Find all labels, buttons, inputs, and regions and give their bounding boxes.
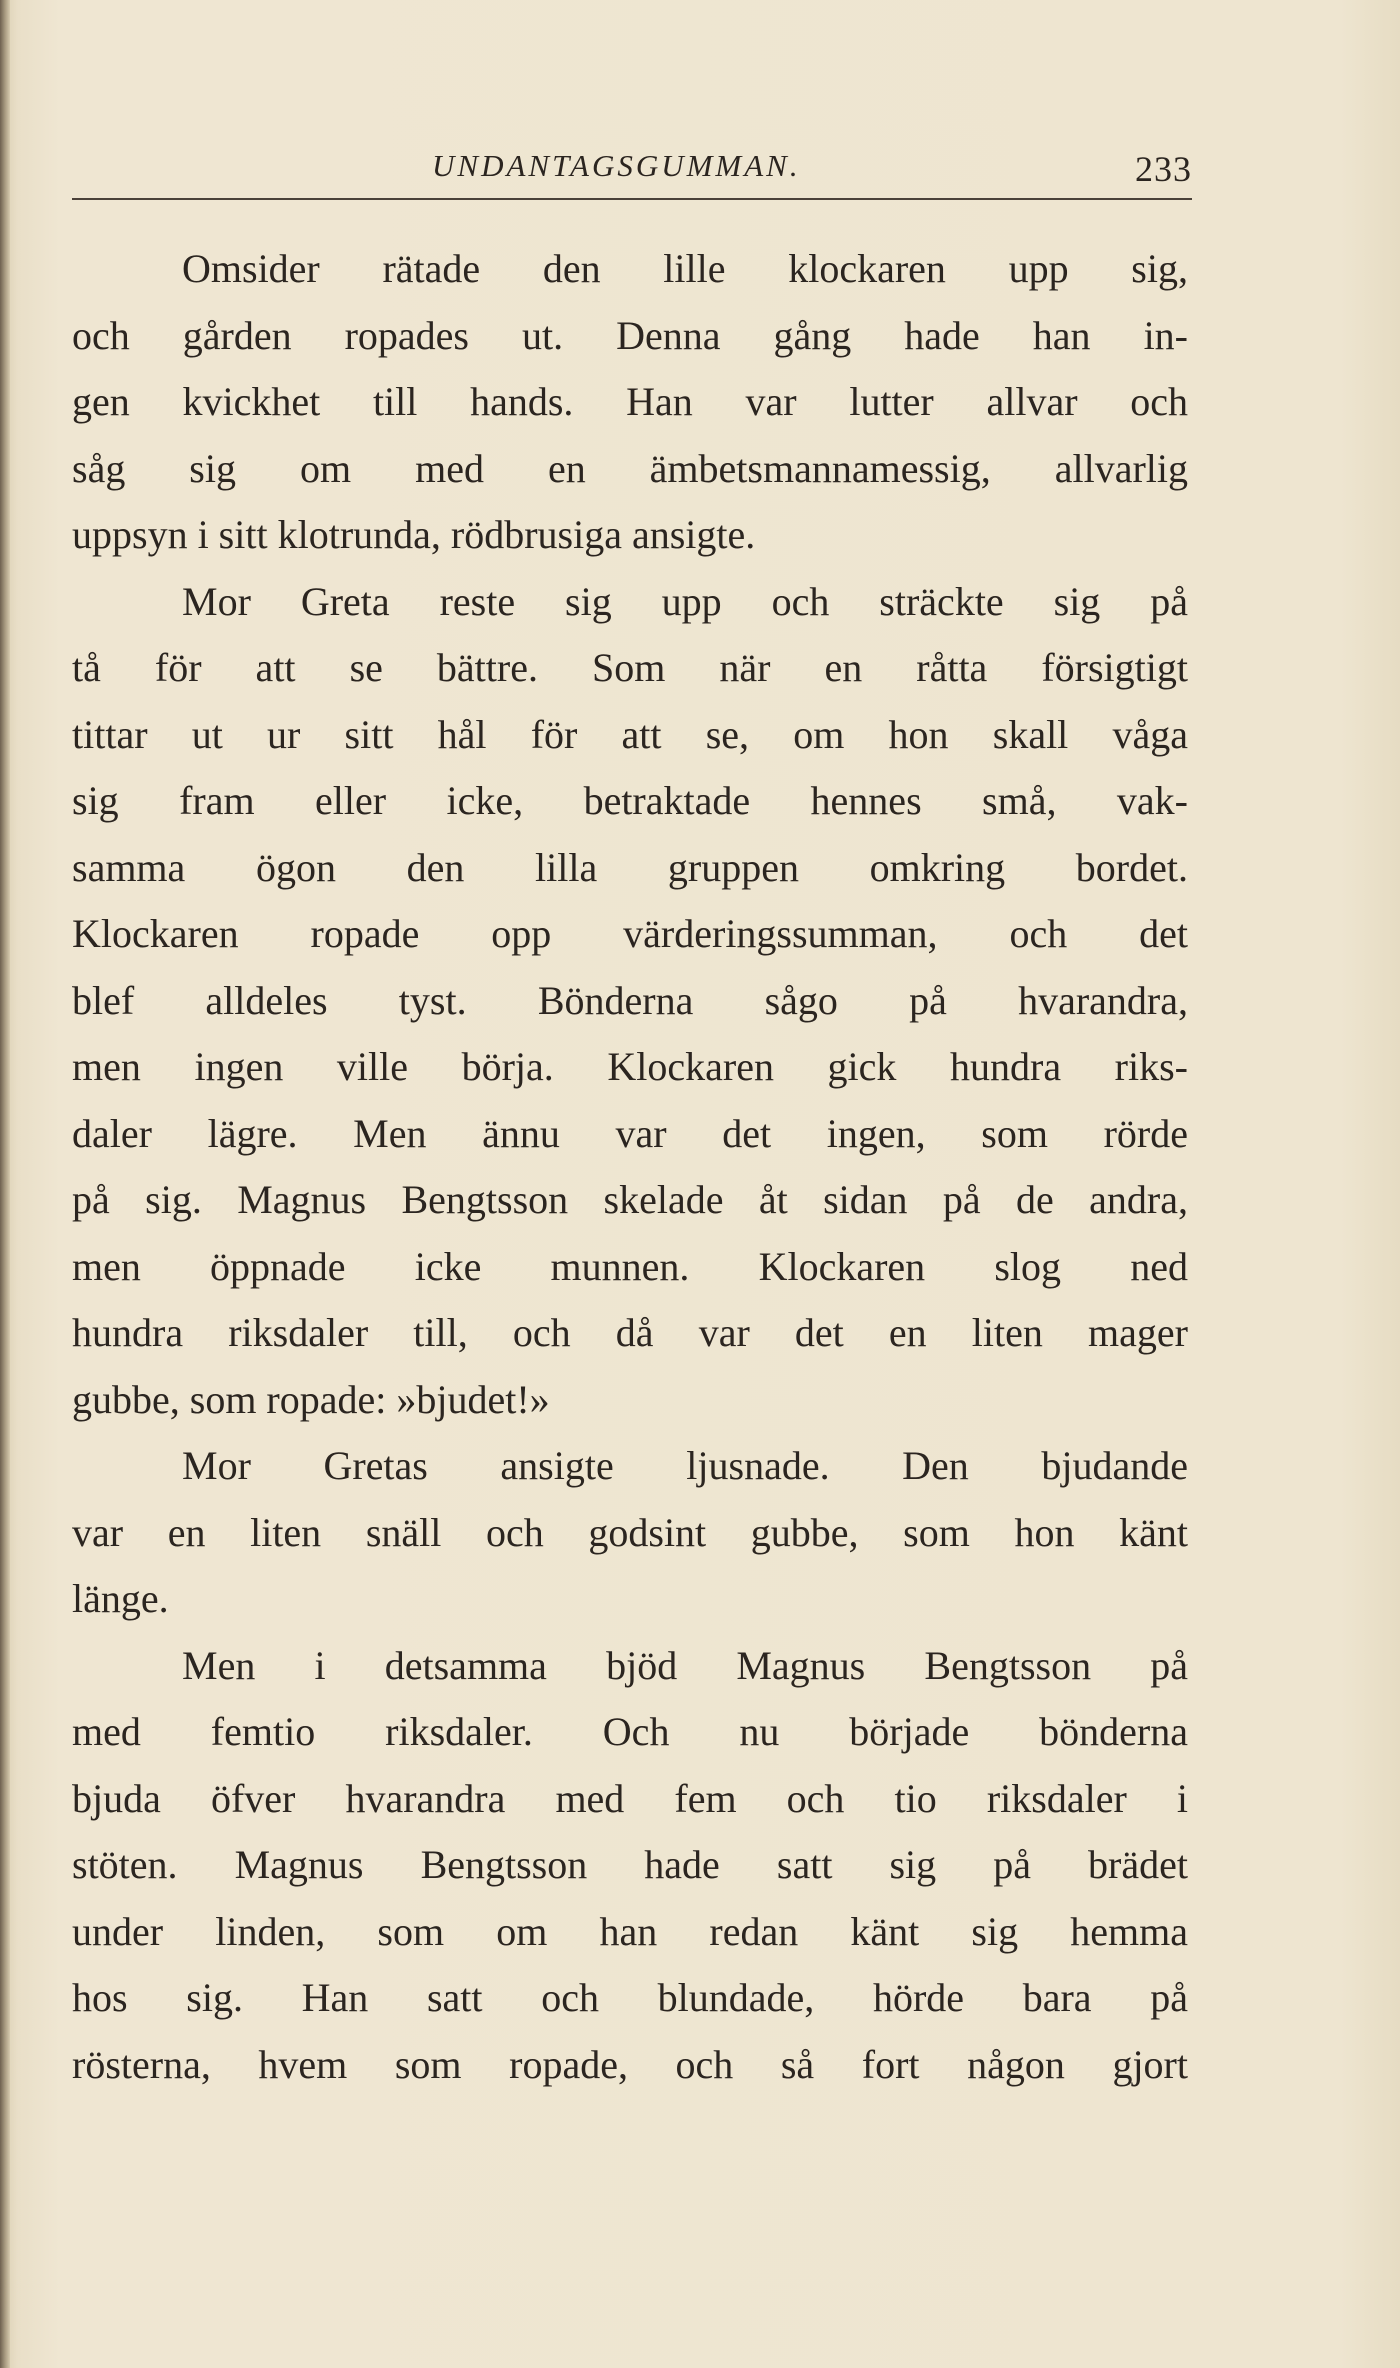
text-line: och gården ropades ut. Denna gång hade han in- — [72, 312, 1188, 358]
text-line: under linden, som om han redan känt sig hemma — [72, 1908, 1188, 1954]
text-line: gubbe, som ropade: »bjudet!» — [72, 1376, 550, 1422]
page-number: 233 — [1135, 149, 1192, 189]
text-line: Mor Gretas ansigte ljusnade. Den bjudande — [182, 1443, 1188, 1488]
text-line: med femtio riksdaler. Och nu började bönderna — [72, 1709, 1188, 1754]
text-line: Omsider rätade den lille klockaren upp sig, — [182, 246, 1188, 291]
text-line: stöten. Magnus Bengtsson hade satt sig på brädet — [72, 1842, 1188, 1887]
text-line: länge. — [72, 1576, 169, 1621]
text-line: på sig. Magnus Bengtsson skelade åt sidan på de andra, — [72, 1177, 1188, 1222]
header-rule — [72, 198, 1192, 200]
text-line: såg sig om med en ämbetsmannamessig, allvarlig — [72, 445, 1188, 491]
running-head — [72, 138, 1192, 198]
text-line: blef alldeles tyst. Bönderna sågo på hvarandra, — [72, 977, 1188, 1023]
text-line: hos sig. Han satt och blundade, hörde bara på — [72, 1975, 1188, 2020]
text-line: tittar ut ur sitt hål för att se, om hon skall våga — [72, 711, 1188, 757]
text-line: Mor Greta reste sig upp och sträckte sig på — [182, 578, 1188, 624]
text-line: daler lägre. Men ännu var det ingen, som rörde — [72, 1110, 1188, 1156]
text-line: sig fram eller icke, betraktade hennes små, vak- — [72, 778, 1188, 823]
text-line: men ingen ville börja. Klockaren gick hundra riks- — [72, 1044, 1188, 1089]
text-line: rösterna, hvem som ropade, och så fort någon gjort — [72, 2041, 1188, 2087]
page-spine-edge — [0, 0, 10, 2368]
text-line: tå för att se bättre. Som när en råtta försigtigt — [72, 645, 1188, 690]
text-line: bjuda öfver hvarandra med fem och tio riksdaler i — [72, 1775, 1188, 1821]
text-line: Klockaren ropade opp värderingssumman, och det — [72, 911, 1188, 956]
text-line: uppsyn i sitt klotrunda, rödbrusiga ansigte. — [72, 512, 756, 557]
text-line: hundra riksdaler till, och då var det en liten mager — [72, 1310, 1188, 1355]
text-line: samma ögon den lilla gruppen omkring bordet. — [72, 844, 1188, 890]
text-line: gen kvickhet till hands. Han var lutter allvar och — [72, 379, 1188, 424]
text-line: Men i detsamma bjöd Magnus Bengtsson på — [182, 1642, 1188, 1688]
text-line: men öppnade icke munnen. Klockaren slog ned — [72, 1243, 1188, 1289]
running-title: UNDANTAGSGUMMAN. — [432, 148, 801, 183]
text-line: var en liten snäll och godsint gubbe, som hon känt — [72, 1509, 1188, 1555]
body-text — [72, 236, 1188, 2098]
